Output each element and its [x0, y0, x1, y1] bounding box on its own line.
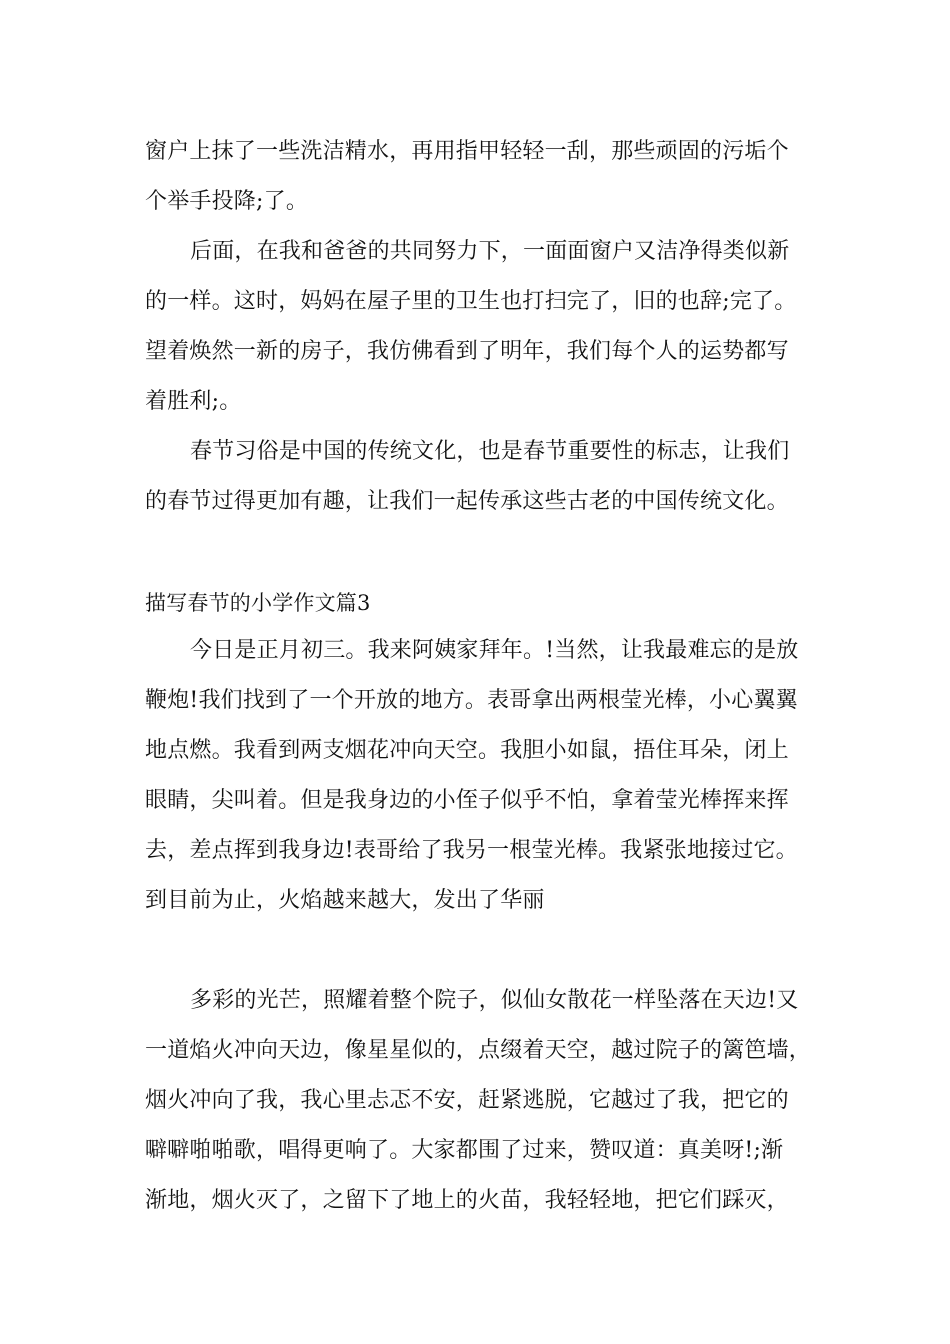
paragraph-line: 地点燃。我看到两支烟花冲向天空。我胆小如鼠，捂住耳朵，闭上 [145, 738, 789, 763]
paragraph-line: 一道焰火冲向天边，像星星似的，点缀着天空，越过院子的篱笆墙， [145, 1038, 812, 1063]
paragraph-line: 窗户上抹了一些洗洁精水，再用指甲轻轻一刮，那些顽固的污垢个 [145, 139, 789, 164]
paragraph-line: 今日是正月初三。我来阿姨家拜年。!当然，让我最难忘的是放 [190, 638, 799, 663]
paragraph-line: 着胜利;。 [145, 389, 242, 414]
paragraph-line: 个举手投降;了。 [145, 189, 309, 214]
paragraph-line: 去，差点挥到我身边!表哥给了我另一根莹光棒。我紧张地接过它。 [145, 838, 798, 863]
section-heading: 描写春节的小学作文篇3 [145, 591, 371, 615]
paragraph-line: 多彩的光芒，照耀着整个院子，似仙女散花一样坠落在天边!又 [190, 988, 799, 1013]
paragraph-line: 的一样。这时，妈妈在屋子里的卫生也打扫完了，旧的也辞;完了。 [145, 289, 797, 314]
paragraph-line: 噼噼啪啪歌，唱得更响了。大家都围了过来，赞叹道：真美呀!;渐 [145, 1138, 784, 1163]
paragraph-line: 烟火冲向了我，我心里忐忑不安，赶紧逃脱，它越过了我，把它的 [145, 1088, 789, 1113]
paragraph-line: 的春节过得更加有趣，让我们一起传承这些古老的中国传统文化。 [145, 489, 789, 514]
paragraph-line: 后面，在我和爸爸的共同努力下，一面面窗户又洁净得类似新 [190, 239, 790, 264]
paragraph-line: 望着焕然一新的房子，我仿佛看到了明年，我们每个人的运势都写 [145, 339, 789, 364]
paragraph-line: 到目前为止，火焰越来越大，发出了华丽 [145, 888, 545, 913]
paragraph-line: 春节习俗是中国的传统文化，也是春节重要性的标志，让我们 [190, 439, 790, 464]
paragraph-line: 眼睛，尖叫着。但是我身边的小侄子似乎不怕，拿着莹光棒挥来挥 [145, 788, 789, 813]
paragraph-line: 渐地，烟火灭了，之留下了地上的火苗，我轻轻地，把它们踩灭， [145, 1188, 789, 1213]
paragraph-line: 鞭炮!我们找到了一个开放的地方。表哥拿出两根莹光棒，小心翼翼 [145, 688, 798, 713]
